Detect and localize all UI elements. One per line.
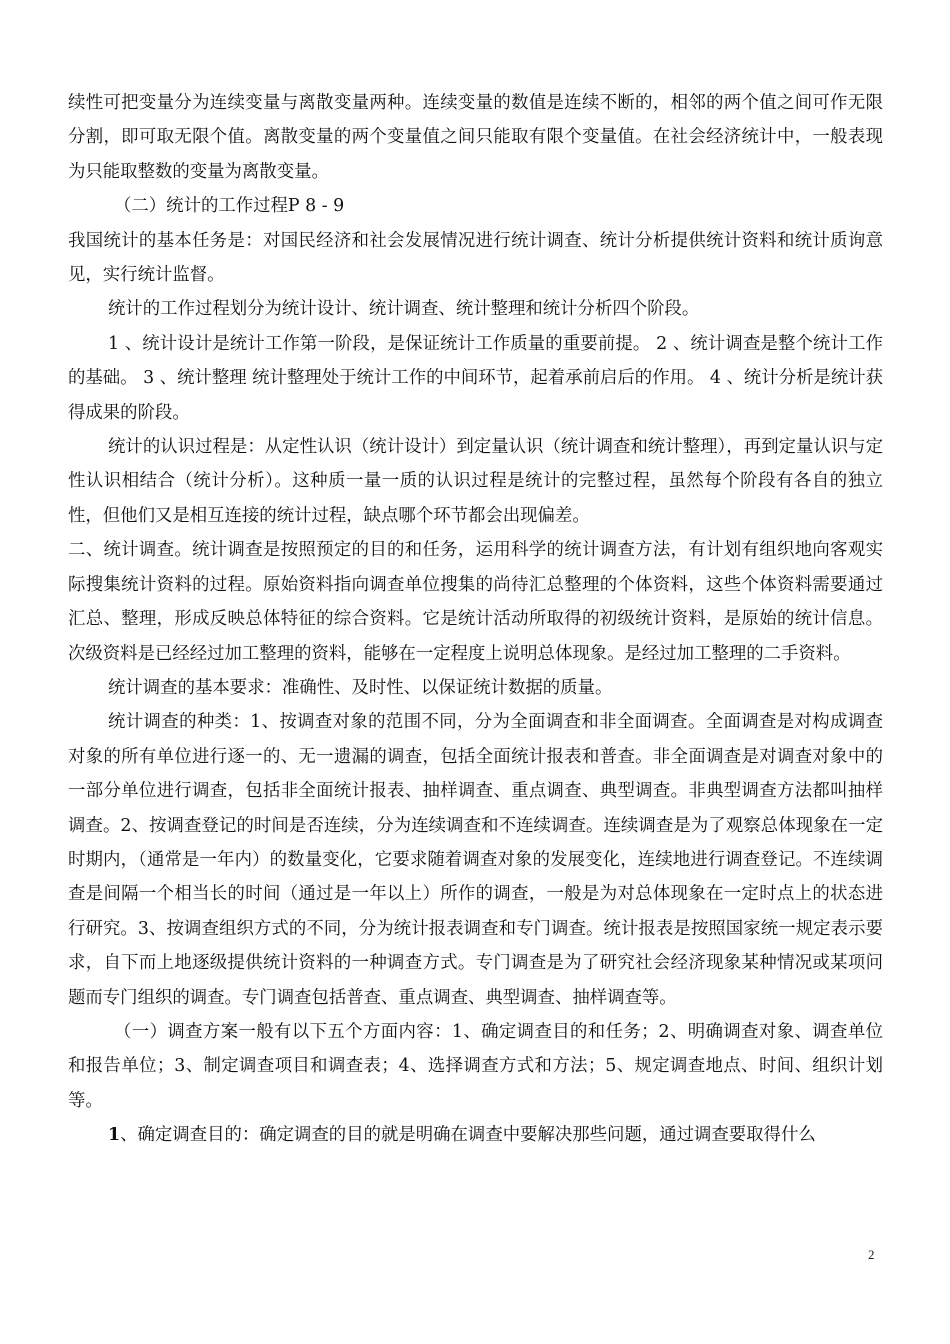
paragraph-four-stages: 统计的工作过程划分为统计设计、统计调查、统计整理和统计分析四个阶段。 [108, 299, 700, 320]
paragraph-survey-purpose-text: 、确定调查目的：确定调查的目的就是明确在调查中要解决那些问题，通过调查要取得什么 [120, 1125, 816, 1146]
paragraph-cognition-process: 统计的认识过程是：从定性认识（统计设计）到定量认识（统计调查和统计整理），再到定量认识与定性认识相结合（统计分析）。这种质一量一质的认识过程是统计的完整过程，虽然每个阶段有各自的独立性，但他们又是相互连接的统计过程，缺点哪个环节都会出现偏差。 [68, 437, 883, 526]
paragraph-stage-details: 1 、统计设计是统计工作第一阶段，是保证统计工作质量的重要前提。 2 、统计调查是整个统计工作的基础。 3 、统计整理 统计整理处于统计工作的中间环节，起着承前启后的作用。 4 、统计分析是统计获得成果的阶段。 [68, 333, 883, 423]
paragraph-survey-types: 统计调查的种类：1、按调查对象的范围不同，分为全面调查和非全面调查。全面调查是对构成调查对象的所有单位进行逐一的、无一遗漏的调查，包括全面统计报表和普查。非全面调查是对调查对象中的一部分单位进行调查，包括非全面统计报表、抽样调查、重点调查、典型调查。非典型调查方法都叫抽样调查。2、按调查登记的时间是否连续，分为连续调查和不连续调查。连续调查是为了观察总体现象在一定时期内，（通常是一年内）的数量变化，它要求随着调查对象的发展变化，连续地进行调查登记。不连续调查是间隔一个相当长的时间（通过是一年以上）所作的调查，一般是为对总体现象在一定时点上的状态进行研究。3、按调查组织方式的不同，分为统计报表调查和专门调查。统计报表是按照国家统一规定表示要求，自下而上地逐级提供统计资料的一种调查方式。专门调查是为了研究社会经济现象某种情况或某项问题而专门组织的调查。专门调查包括普查、重点调查、典型调查、抽样调查等。 [68, 712, 883, 1008]
document-body [68, 86, 883, 1153]
bold-number-prefix: 1 [108, 1125, 121, 1146]
paragraph-survey-requirements: 统计调查的基本要求：准确性、及时性、以保证统计数据的质量。 [108, 677, 613, 698]
paragraph-variable-types: 续性可把变量分为连续变量与离散变量两种。连续变量的数值是连续不断的，相邻的两个值之间可作无限分割，即可取无限个值。离散变量的两个变量值之间只能取有限个变量值。在社会经济统计中，一般表现为只能取整数的变量为离散变量。 [68, 93, 883, 182]
paragraph-statistical-survey: 二、统计调查。统计调查是按照预定的目的和任务，运用科学的统计调查方法，有计划有组织地向客观实际搜集统计资料的过程。原始资料指向调查单位搜集的尚待汇总整理的个体资料，这些个体资料需要通过汇总、整理，形成反映总体特征的综合资料。它是统计活动所取得的初级统计资料，是原始的统计信息。次级资料是已经经过加工整理的资料，能够在一定程度上说明总体现象。是经过加工整理的二手资料。 [68, 540, 883, 664]
paragraph-survey-plan: （一）调查方案一般有以下五个方面内容：1、确定调查目的和任务；2、明确调查对象、调查单位和报告单位；3、制定调查项目和调查表；4、选择调查方式和方法；5、规定调查地点、时间、组织计划等。 [68, 1021, 883, 1111]
section-heading-work-process: （二）统计的工作过程P 8 - 9 [114, 196, 345, 217]
paragraph-basic-task: 我国统计的基本任务是：对国民经济和社会发展情况进行统计调查、统计分析提供统计资料和统计质询意见，实行统计监督。 [68, 230, 883, 286]
page-number: 2 [868, 1247, 875, 1262]
paragraph-survey-purpose [68, 1118, 883, 1152]
